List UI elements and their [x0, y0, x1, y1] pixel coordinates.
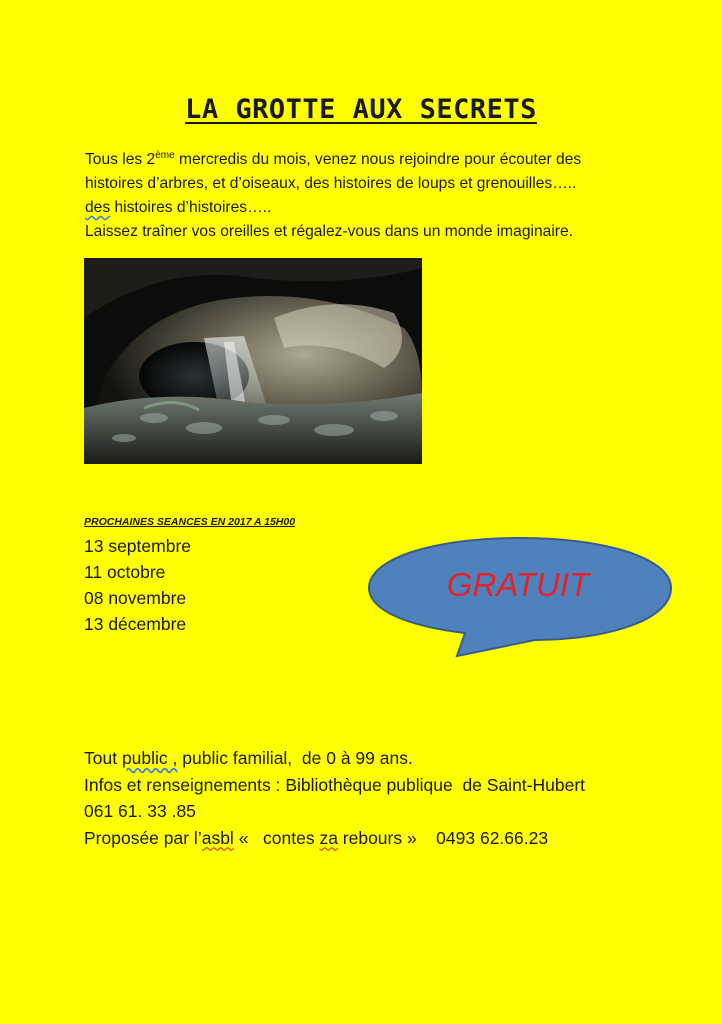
intro-line-1 — [85, 148, 685, 172]
proposed-line — [84, 825, 704, 852]
audience-end: public familial, de 0 à 99 ans. — [177, 748, 413, 768]
audience-line — [84, 745, 704, 772]
page-title: LA GROTTE AUX SECRETS — [185, 94, 537, 125]
intro-line-1-start: Tous les 2 — [85, 151, 156, 168]
intro-line-3 — [85, 196, 685, 220]
info-block — [84, 745, 704, 851]
proposed-start: Proposée par l’ — [84, 827, 202, 848]
audience-underlined: public , — [121, 748, 178, 768]
audience-start: Tout — [84, 748, 122, 768]
intro-line-4: Laissez traîner vos oreilles et régalez-vous dans un monde imaginaire. — [85, 223, 573, 240]
intro-line-3-underlined: des — [85, 199, 111, 216]
session-date: 08 novembre — [84, 588, 187, 608]
cave-photo — [84, 258, 422, 464]
proposed-middle: « contes — [233, 827, 320, 848]
intro-line-3-rest: histoires d’histoires….. — [110, 199, 272, 216]
intro-line-1-end: mercredis du mois, venez nous rejoindre pour écouter des — [174, 151, 582, 168]
session-date: 13 septembre — [84, 536, 192, 556]
contact-line: Infos et renseignements : Bibliothèque publique de Saint-Hubert — [84, 774, 586, 795]
proposed-asbl: asbl — [201, 827, 234, 848]
session-dates-list — [84, 533, 191, 637]
intro-paragraph — [85, 148, 685, 244]
proposed-end: rebours » 0493 62.66.23 — [337, 827, 549, 848]
session-date: 13 décembre — [84, 614, 187, 634]
proposed-za: za — [319, 827, 338, 848]
intro-line-2: histoires d’arbres, et d’oiseaux, des histoires de loups et grenouilles….. — [85, 175, 577, 192]
session-date: 11 octobre — [84, 562, 166, 582]
intro-superscript: ème — [155, 149, 175, 161]
phone-line: 061 61. 33 .85 — [84, 801, 196, 821]
free-badge-label: GRATUIT — [446, 566, 590, 603]
sessions-heading: PROCHAINES SEANCES EN 2017 A 15H00 — [84, 516, 296, 528]
